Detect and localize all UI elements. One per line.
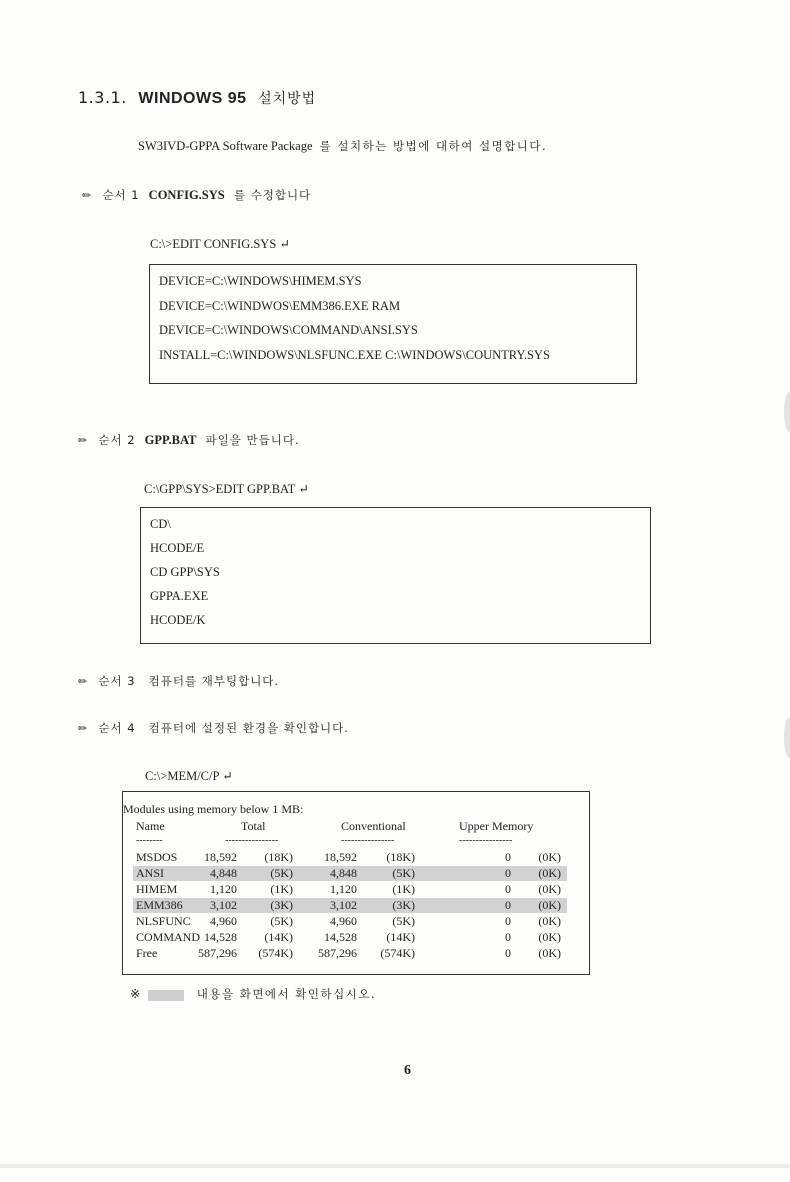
cell-name: Free — [136, 946, 158, 960]
cell-upper-k: (0K) — [538, 898, 561, 912]
step-2-text: 파일을 만듭니다. — [205, 433, 300, 447]
cell-total-k: (1K) — [270, 882, 293, 896]
pencil-icon: ✏ — [82, 189, 92, 202]
cell-total-k: (3K) — [270, 898, 293, 912]
cell-total: 4,960 — [210, 914, 237, 928]
step-1-command: C:\>EDIT CONFIG.SYS ↵ — [150, 237, 290, 251]
cell-total: 14,528 — [204, 930, 237, 944]
scan-edge — [0, 1164, 790, 1168]
step-3-label: 순서 3 — [98, 674, 136, 688]
intro-product: SW3IVD-GPPA Software Package — [138, 139, 313, 153]
table-row — [123, 914, 589, 929]
cell-total-k: (18K) — [264, 850, 293, 864]
section-suffix: 설치방법 — [258, 91, 317, 107]
cell-conv-k: (5K) — [392, 914, 415, 928]
section-number: 1.3.1. — [78, 88, 127, 107]
column-name: Name — [136, 819, 165, 833]
cell-upper-k: (0K) — [538, 946, 561, 960]
cell-conv: 3,102 — [330, 898, 357, 912]
step-2-file: GPP.BAT — [144, 433, 197, 447]
pencil-icon: ✏ — [78, 434, 88, 447]
intro-text: 를 설치하는 방법에 대하여 설명합니다. — [319, 139, 548, 153]
config-line: DEVICE=C:\WINDWOS\EMM386.EXE RAM — [159, 299, 401, 313]
cell-upper: 0 — [505, 946, 511, 960]
cell-total: 3,102 — [210, 898, 237, 912]
cell-total: 1,120 — [210, 882, 237, 896]
step-2-heading — [78, 432, 300, 448]
cell-name: EMM386 — [136, 898, 183, 912]
cell-total-k: (14K) — [264, 930, 293, 944]
cell-upper: 0 — [505, 914, 511, 928]
binder-hole-mark — [784, 718, 790, 758]
dash-conventional: ---------------- — [341, 835, 395, 846]
table-row — [133, 866, 567, 881]
cell-conv: 18,592 — [324, 850, 357, 864]
footnote — [130, 986, 376, 1002]
cell-upper: 0 — [505, 930, 511, 944]
table-row — [133, 898, 567, 913]
step-4-command: C:\>MEM/C/P ↵ — [145, 769, 233, 783]
table-row — [123, 850, 589, 865]
step-3-heading — [78, 673, 279, 689]
reference-mark: ※ — [130, 987, 141, 1001]
cell-conv-k: (574K) — [380, 946, 415, 960]
dash-upper: ---------------- — [459, 835, 513, 846]
cell-conv: 4,848 — [330, 866, 357, 880]
pencil-icon: ✏ — [78, 675, 88, 688]
config-line: DEVICE=C:\WINDOWS\HIMEM.SYS — [159, 274, 362, 288]
page-number: 6 — [404, 1063, 411, 1078]
cell-conv-k: (3K) — [392, 898, 415, 912]
section-title: WINDOWS 95 — [138, 90, 247, 107]
cell-conv-k: (1K) — [392, 882, 415, 896]
step-1-text: 를 수정합니다 — [233, 188, 312, 202]
binder-hole-mark — [784, 392, 790, 432]
config-sys-box — [149, 264, 637, 384]
memory-header: Modules using memory below 1 MB: — [123, 802, 304, 816]
cell-total: 4,848 — [210, 866, 237, 880]
step-3-text: 컴퓨터를 재부팅합니다. — [148, 674, 280, 688]
step-4-heading — [78, 720, 349, 736]
cell-total-k: (574K) — [258, 946, 293, 960]
cell-upper-k: (0K) — [538, 850, 561, 864]
cell-conv: 4,960 — [330, 914, 357, 928]
config-line: DEVICE=C:\WINDOWS\COMMAND\ANSI.SYS — [159, 323, 418, 337]
bat-line: GPPA.EXE — [150, 589, 209, 603]
table-row — [123, 882, 589, 897]
bat-line: CD GPP\SYS — [150, 565, 220, 579]
column-upper: Upper Memory — [459, 819, 534, 833]
section-heading — [78, 88, 316, 108]
cell-conv-k: (18K) — [386, 850, 415, 864]
step-2-label: 순서 2 — [98, 433, 136, 447]
cell-conv-k: (14K) — [386, 930, 415, 944]
config-line: INSTALL=C:\WINDOWS\NLSFUNC.EXE C:\WINDOWS\COUNTRY.SYS — [159, 348, 550, 362]
cell-upper: 0 — [505, 866, 511, 880]
table-row — [123, 930, 589, 945]
table-row — [123, 946, 589, 961]
dash-name: -------- — [136, 835, 163, 846]
highlight-swatch — [148, 990, 184, 1001]
cell-name: HIMEM — [136, 882, 178, 896]
cell-total-k: (5K) — [270, 866, 293, 880]
step-1-label: 순서 1 — [102, 188, 140, 202]
cell-upper-k: (0K) — [538, 866, 561, 880]
cell-name: MSDOS — [136, 850, 178, 864]
cell-total: 587,296 — [198, 946, 237, 960]
cell-upper: 0 — [505, 882, 511, 896]
cell-upper-k: (0K) — [538, 882, 561, 896]
cell-upper-k: (0K) — [538, 914, 561, 928]
cell-total: 18,592 — [204, 850, 237, 864]
step-4-label: 순서 4 — [98, 721, 136, 735]
cell-upper: 0 — [505, 850, 511, 864]
bat-line: HCODE/K — [150, 613, 206, 627]
cell-conv: 587,296 — [318, 946, 357, 960]
bat-line: CD\ — [150, 517, 171, 531]
cell-conv: 14,528 — [324, 930, 357, 944]
step-4-text: 컴퓨터에 설정된 환경을 확인합니다. — [148, 721, 349, 735]
cell-conv: 1,120 — [330, 882, 357, 896]
column-conventional: Conventional — [341, 819, 406, 833]
gpp-bat-box — [140, 507, 651, 644]
memory-report-box — [122, 791, 590, 975]
step-1-heading — [82, 187, 311, 203]
cell-name: NLSFUNC — [136, 914, 191, 928]
intro-paragraph — [138, 138, 547, 154]
cell-upper: 0 — [505, 898, 511, 912]
cell-total-k: (5K) — [270, 914, 293, 928]
cell-upper-k: (0K) — [538, 930, 561, 944]
step-1-file: CONFIG.SYS — [148, 188, 225, 202]
pencil-icon: ✏ — [78, 722, 88, 735]
dash-total: ---------------- — [225, 835, 279, 846]
footnote-text: 내용을 화면에서 확인하십시오. — [196, 987, 377, 1001]
step-2-command: C:\GPP\SYS>EDIT GPP.BAT ↵ — [144, 482, 309, 496]
bat-line: HCODE/E — [150, 541, 205, 555]
cell-name: COMMAND — [136, 930, 201, 944]
cell-name: ANSI — [136, 866, 165, 880]
cell-conv-k: (5K) — [392, 866, 415, 880]
column-total: Total — [241, 819, 266, 833]
